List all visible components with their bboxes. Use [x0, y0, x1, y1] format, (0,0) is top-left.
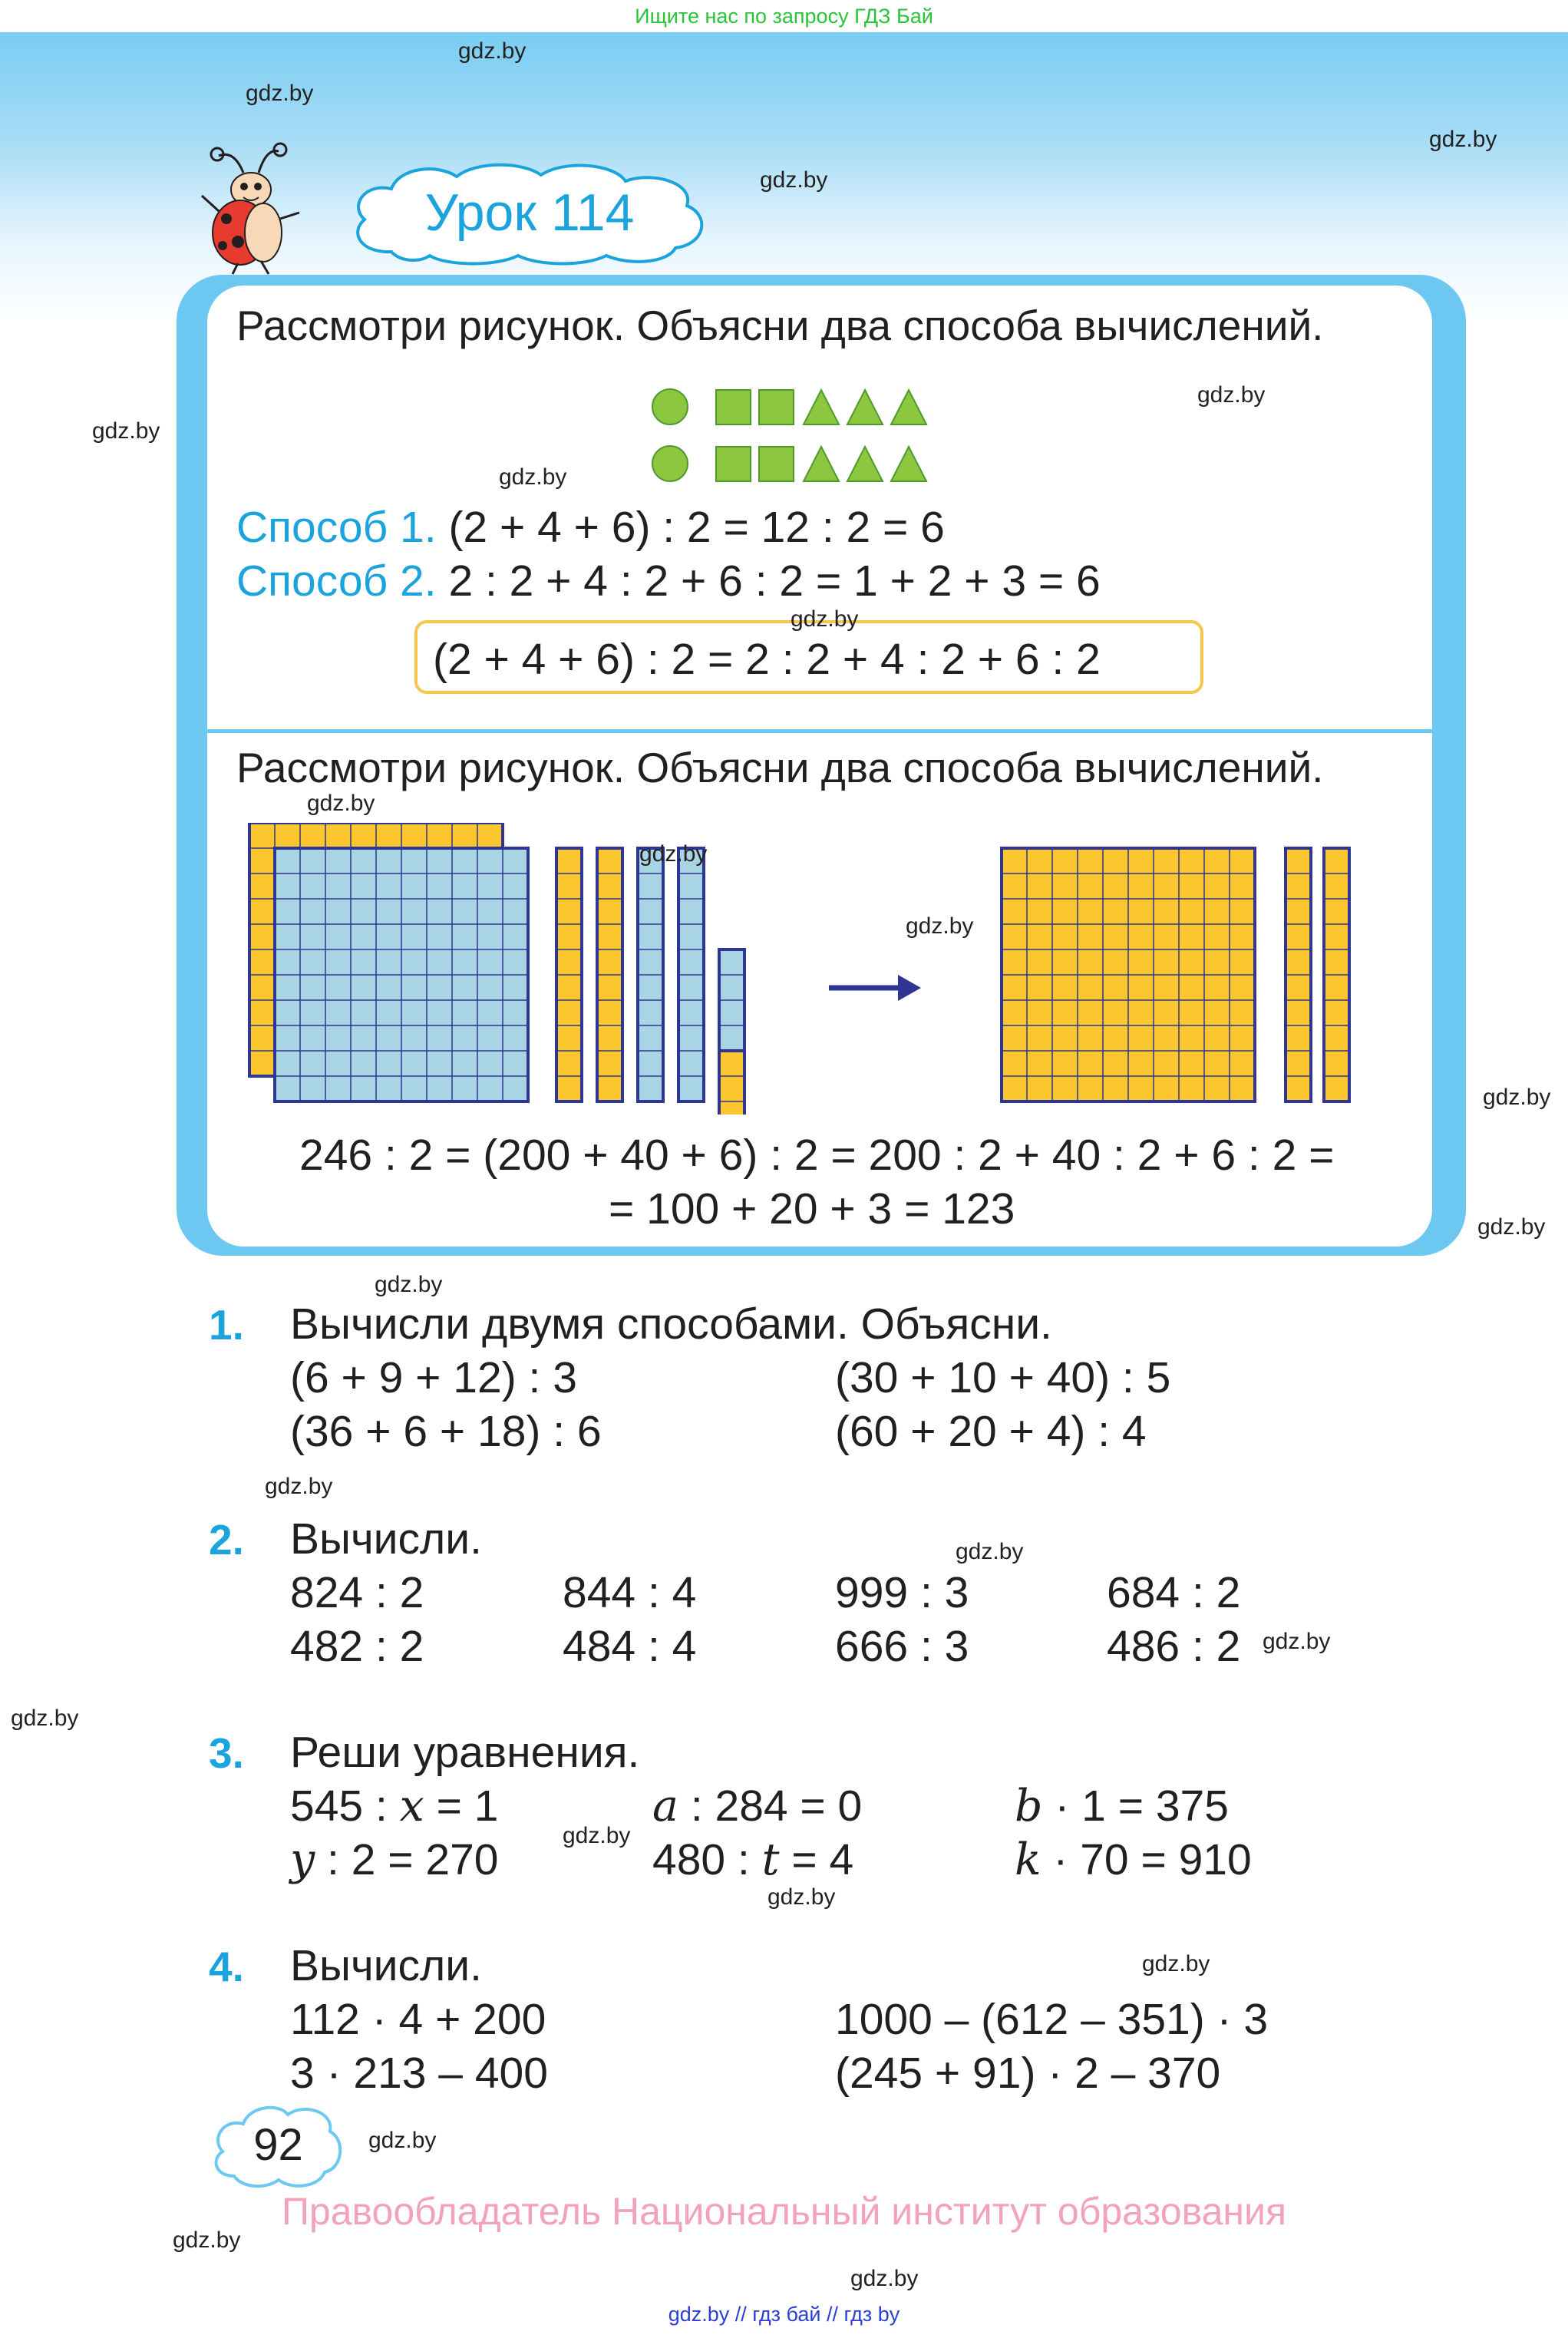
watermark: gdz.by [767, 1884, 836, 1910]
square-shape [759, 447, 794, 481]
watermark: gdz.by [499, 464, 567, 490]
watermark: gdz.by [1142, 1951, 1210, 1976]
task4-item: 112 · 4 + 200 [290, 1995, 546, 2044]
square-shape [716, 447, 751, 481]
task4-item: 1000 – (612 – 351) · 3 [835, 1995, 1269, 2044]
triangle-shape [891, 447, 926, 481]
equation-variable: t [761, 1834, 780, 1885]
arrow-icon [829, 975, 921, 1001]
copyright-notice: Правообладатель Национальный институт образования [281, 2190, 1287, 2233]
ten-rod [638, 848, 663, 1101]
watermark: gdz.by [458, 38, 527, 64]
example1-heading: Рассмотри рисунок. Объясни два способа вычислений. [236, 302, 1324, 349]
page-number: 92 [253, 2120, 303, 2170]
triangle-shape [891, 390, 926, 424]
watermark: gdz.by [1477, 1214, 1546, 1240]
triangle-shape [804, 447, 839, 481]
task2-item: 666 : 3 [835, 1622, 969, 1671]
method1-label: Способ 1. [236, 503, 437, 552]
watermark: gdz.by [375, 1272, 443, 1297]
method1-expression: (2 + 4 + 6) : 2 = 12 : 2 = 6 [448, 503, 945, 552]
task3-number: 3. [209, 1729, 244, 1777]
ten-rod [1324, 848, 1349, 1101]
page-number-cloud [211, 2099, 345, 2191]
watermark: gdz.by [1483, 1085, 1551, 1110]
method2-line [236, 556, 1101, 606]
square-shape [759, 390, 794, 424]
equation [290, 1781, 498, 1831]
task1-item: (36 + 6 + 18) : 6 [290, 1407, 602, 1456]
watermark: gdz.by [791, 606, 859, 632]
method2-label: Способ 2. [236, 556, 437, 606]
equation-part: 545 : [290, 1782, 400, 1831]
watermark: gdz.by [563, 1823, 631, 1848]
equation-part: · 70 = 910 [1041, 1835, 1252, 1884]
method1-line [236, 502, 945, 553]
task2-item: 684 : 2 [1107, 1568, 1241, 1617]
example2-line2: = 100 + 20 + 3 = 123 [609, 1184, 1015, 1233]
watermark: gdz.by [1263, 1629, 1331, 1654]
top-banner: Ищите нас по запросу ГДЗ Бай [0, 0, 1568, 32]
method2-expression: 2 : 2 + 4 : 2 + 6 : 2 = 1 + 2 + 3 = 6 [448, 556, 1101, 606]
example-panel [207, 286, 1432, 1247]
watermark: gdz.by [850, 2266, 919, 2291]
triangle-shape [804, 390, 839, 424]
task4-item: (245 + 91) · 2 – 370 [835, 2049, 1221, 2098]
task2-item: 999 : 3 [835, 1568, 969, 1617]
circle-shape [652, 446, 688, 481]
shapes-illustration [649, 384, 971, 491]
blocks-illustration [246, 823, 1358, 1115]
ten-rod [597, 848, 622, 1101]
footer-links: gdz.by // гдз бай // гдз by [668, 2303, 900, 2326]
lesson-title-cloud [345, 160, 714, 266]
equation-part: · 1 = 375 [1042, 1782, 1229, 1831]
task4-title: Вычисли. [290, 1941, 482, 1990]
watermark: gdz.by [173, 2227, 241, 2253]
watermark: gdz.by [368, 2128, 437, 2153]
ten-rod [1286, 848, 1311, 1101]
circle-shape [652, 389, 688, 424]
task3-title: Реши уравнения. [290, 1728, 640, 1777]
task2-number: 2. [209, 1516, 244, 1564]
equation [652, 1781, 862, 1831]
equation-part: = 4 [779, 1835, 854, 1884]
task2-item: 484 : 4 [563, 1622, 697, 1671]
task2-item: 844 : 4 [563, 1568, 697, 1617]
equation-part: 480 : [652, 1835, 762, 1884]
lesson-title: Урок 114 [424, 183, 635, 242]
watermark: gdz.by [265, 1474, 333, 1499]
watermark: gdz.by [760, 167, 828, 193]
task1-number: 1. [209, 1301, 244, 1349]
watermark: gdz.by [956, 1539, 1024, 1564]
watermark: gdz.by [639, 841, 708, 867]
rule-expression: (2 + 4 + 6) : 2 = 2 : 2 + 4 : 2 + 6 : 2 [433, 635, 1101, 684]
ten-rod [678, 848, 704, 1101]
equation [652, 1834, 853, 1885]
task2-item: 482 : 2 [290, 1622, 424, 1671]
example2-heading: Рассмотри рисунок. Объясни два способа вычислений. [236, 744, 1324, 791]
task4-number: 4. [209, 1943, 244, 1990]
unit-cubes [719, 949, 744, 1051]
hundred-block [1002, 848, 1255, 1101]
task2-item: 486 : 2 [1107, 1622, 1241, 1671]
watermark: gdz.by [11, 1706, 79, 1731]
equation-part: : 284 = 0 [678, 1782, 863, 1831]
watermark: gdz.by [246, 81, 314, 106]
task2-title: Вычисли. [290, 1514, 482, 1564]
equation-variable: a [652, 1781, 678, 1831]
example2-line1: 246 : 2 = (200 + 40 + 6) : 2 = 200 : 2 + 40 : 2 + 6 : 2 = [299, 1131, 1335, 1180]
watermark: gdz.by [92, 418, 160, 444]
square-shape [716, 390, 751, 424]
ten-rod [556, 848, 582, 1101]
equation-variable: k [1015, 1834, 1041, 1885]
task4-item: 3 · 213 – 400 [290, 2049, 548, 2098]
hundred-block [275, 848, 528, 1101]
watermark: gdz.by [906, 913, 974, 939]
watermark: gdz.by [1429, 127, 1497, 152]
task2-item: 824 : 2 [290, 1568, 424, 1617]
task1-item: (60 + 20 + 4) : 4 [835, 1407, 1147, 1456]
equation-variable: b [1015, 1781, 1043, 1831]
triangle-shape [847, 447, 883, 481]
ladybug-mascot-icon [196, 142, 303, 276]
equation-part: : 2 = 270 [315, 1835, 499, 1884]
equation-variable: x [399, 1781, 424, 1831]
watermark: gdz.by [1197, 382, 1266, 408]
task1-item: (30 + 10 + 40) : 5 [835, 1353, 1171, 1402]
task1-title: Вычисли двумя способами. Объясни. [290, 1299, 1052, 1349]
triangle-shape [847, 390, 883, 424]
section-divider [207, 729, 1432, 733]
task1-item: (6 + 9 + 12) : 3 [290, 1353, 577, 1402]
watermark: gdz.by [307, 791, 375, 816]
unit-cubes [719, 1051, 744, 1115]
equation [1015, 1781, 1229, 1831]
equation-variable: y [290, 1834, 315, 1885]
equation [1015, 1834, 1252, 1885]
equation-part: = 1 [424, 1782, 499, 1831]
equation [290, 1834, 498, 1885]
